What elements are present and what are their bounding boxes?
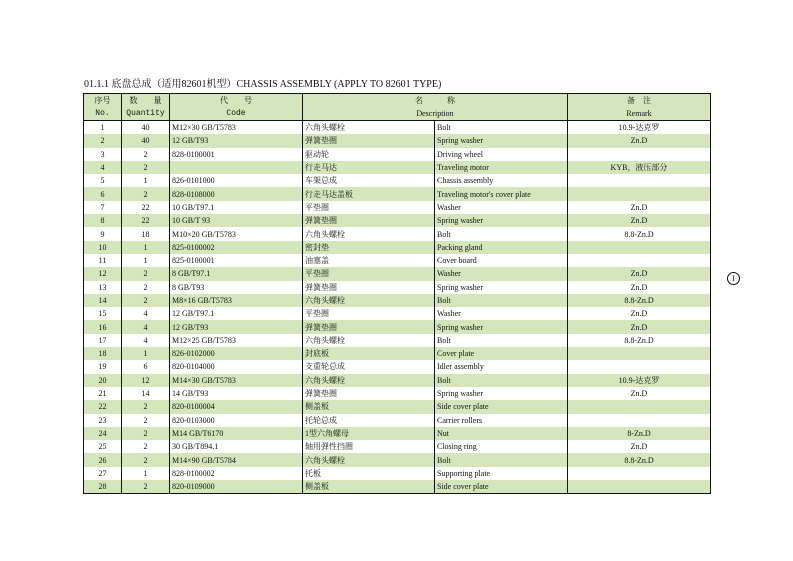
row-code: 14 GB/T93 xyxy=(170,387,303,400)
row-quantity: 1 xyxy=(122,467,170,480)
row-code: M8×16 GB/T5783 xyxy=(170,294,303,307)
row-remark: Zn.D xyxy=(630,282,648,292)
row-name-cn: 驱动轮 xyxy=(303,148,435,161)
row-no: 26 xyxy=(84,453,122,466)
row-description: Washer xyxy=(435,201,568,214)
row-description: Bolt xyxy=(435,121,568,135)
row-code: M10×20 GB/T5783 xyxy=(170,227,303,240)
row-remark: KYB，液压部分 xyxy=(568,161,711,174)
row-no: 2 xyxy=(84,134,122,147)
row-remark xyxy=(568,187,711,200)
row-code: 10 GB/T 93 xyxy=(170,214,303,227)
table-row xyxy=(84,148,711,161)
row-quantity: 1 xyxy=(122,254,170,267)
table-row xyxy=(84,254,711,267)
header-qty-en: Quantity xyxy=(122,107,170,121)
row-no: 22 xyxy=(84,400,122,413)
row-code: 12 GB/T93 xyxy=(170,320,303,333)
row-no: 19 xyxy=(84,360,122,373)
parts-table xyxy=(83,93,711,494)
row-quantity: 4 xyxy=(122,307,170,320)
row-no: 20 xyxy=(84,374,122,387)
row-name-cn: 车架总成 xyxy=(303,174,435,187)
row-remark: 8-Zn.D xyxy=(568,427,711,440)
row-description: Side cover plate xyxy=(435,400,568,413)
row-description: Bolt xyxy=(435,227,568,240)
row-name-cn: 支重轮总成 xyxy=(303,360,435,373)
row-name-cn: 封底板 xyxy=(303,347,435,360)
section-title: 01.1.1 底盘总成（适用82601机型）CHASSIS ASSEMBLY (APPLY TO 82601 TYPE) xyxy=(84,79,442,90)
row-no: 16 xyxy=(84,320,122,333)
row-quantity: 2 xyxy=(122,400,170,413)
table-row xyxy=(84,121,711,135)
row-code: 828-0100001 xyxy=(170,148,303,161)
row-quantity: 40 xyxy=(122,121,170,135)
row-code: 820-0100004 xyxy=(170,400,303,413)
row-code: M12×25 GB/T5783 xyxy=(170,334,303,347)
row-description: Chassis assembly xyxy=(435,174,568,187)
table-row xyxy=(84,201,711,214)
row-no: 23 xyxy=(84,414,122,427)
row-name-cn: 侧盖板 xyxy=(303,400,435,413)
row-code: 828-0100002 xyxy=(170,467,303,480)
row-code: 820-0109000 xyxy=(170,480,303,494)
row-quantity: 18 xyxy=(122,227,170,240)
row-remark xyxy=(568,347,711,360)
row-code: 826-0101000 xyxy=(170,174,303,187)
row-quantity: 4 xyxy=(122,334,170,347)
table-row xyxy=(84,400,711,413)
table-row xyxy=(84,334,711,347)
row-description: Supporting plate xyxy=(435,467,568,480)
row-remark: Zn.D xyxy=(630,389,648,399)
row-name-cn: 六角头螺栓 xyxy=(303,453,435,466)
row-description: Closing ring xyxy=(435,440,568,453)
row-no: 7 xyxy=(84,201,122,214)
row-quantity: 1 xyxy=(122,347,170,360)
row-description: Traveling motor's cover plate xyxy=(435,187,568,200)
row-code: M14 GB/T6170 xyxy=(170,427,303,440)
header-remark-en: Remark xyxy=(568,107,711,121)
row-code: 820-0104000 xyxy=(170,360,303,373)
row-quantity: 2 xyxy=(122,453,170,466)
row-description: Traveling motor xyxy=(435,161,568,174)
row-quantity: 12 xyxy=(122,374,170,387)
row-description: Bolt xyxy=(435,294,568,307)
table-row xyxy=(84,227,711,240)
row-remark: Zn.D xyxy=(630,442,648,452)
row-remark xyxy=(568,400,711,413)
row-name-cn: 弹簧垫圈 xyxy=(303,281,435,294)
page-marker: I xyxy=(727,272,740,285)
row-no: 28 xyxy=(84,480,122,494)
row-remark: 8.8-Zn.D xyxy=(624,229,654,239)
row-name-cn: 托轮总成 xyxy=(303,414,435,427)
row-name-cn: 油塞盖 xyxy=(303,254,435,267)
row-remark xyxy=(568,254,711,267)
row-name-cn: 弹簧垫圈 xyxy=(303,134,435,147)
row-quantity: 6 xyxy=(122,360,170,373)
row-description: Cover plate xyxy=(435,347,568,360)
header-no-cn: 序号 xyxy=(84,94,122,108)
header-code-en: Code xyxy=(170,107,303,121)
row-description: Cover board xyxy=(435,254,568,267)
row-no: 25 xyxy=(84,440,122,453)
row-code: 12 GB/T97.1 xyxy=(170,307,303,320)
row-quantity: 2 xyxy=(122,440,170,453)
row-no: 8 xyxy=(84,214,122,227)
table-row xyxy=(84,214,711,227)
table-row xyxy=(84,387,711,400)
row-quantity: 2 xyxy=(122,161,170,174)
row-name-cn: 六角头螺栓 xyxy=(303,121,435,135)
row-name-cn: 侧盖板 xyxy=(303,480,435,494)
row-remark: 8.8-Zn.D xyxy=(568,453,711,466)
row-code: 825-0100001 xyxy=(170,254,303,267)
row-remark: Zn.D xyxy=(568,134,711,147)
row-remark xyxy=(568,148,711,161)
table-row xyxy=(84,281,711,294)
row-remark: Zn.D xyxy=(630,202,648,212)
row-description: Spring washer xyxy=(435,214,568,227)
row-no: 12 xyxy=(84,267,122,280)
row-remark xyxy=(568,480,711,494)
row-name-cn: 平垫圈 xyxy=(303,307,435,320)
table-row xyxy=(84,360,711,373)
row-code: 820-0103000 xyxy=(170,414,303,427)
row-description: Washer xyxy=(435,307,568,320)
row-name-cn: 六角头螺栓 xyxy=(303,334,435,347)
row-name-cn: 1型六角螺母 xyxy=(303,427,435,440)
row-code: 826-0102000 xyxy=(170,347,303,360)
header-desc-cn: 名 称 xyxy=(303,94,568,108)
row-code: 30 GB/T894.1 xyxy=(170,440,303,453)
row-name-cn: 六角头螺栓 xyxy=(303,374,435,387)
table-row xyxy=(84,414,711,427)
header-desc-en: Description xyxy=(303,107,568,121)
row-no: 15 xyxy=(84,307,122,320)
row-no: 4 xyxy=(84,161,122,174)
row-no: 18 xyxy=(84,347,122,360)
row-no: 11 xyxy=(84,254,122,267)
row-description: Bolt xyxy=(435,453,568,466)
row-code: 828-0108000 xyxy=(170,187,303,200)
row-name-cn: 轴用弹性挡圈 xyxy=(303,440,435,453)
row-code: M14×90 GB/T5784 xyxy=(170,453,303,466)
row-code: 8 GB/T97.1 xyxy=(170,267,303,280)
header-no-en: No. xyxy=(84,107,122,121)
row-quantity: 2 xyxy=(122,281,170,294)
row-description: Nut xyxy=(435,427,568,440)
table-row xyxy=(84,440,711,453)
table-row xyxy=(84,174,711,187)
header-qty-cn: 数 量 xyxy=(122,94,170,108)
table-row xyxy=(84,320,711,333)
row-quantity: 14 xyxy=(122,387,170,400)
row-description: Bolt xyxy=(435,374,568,387)
row-quantity: 40 xyxy=(122,134,170,147)
row-quantity: 2 xyxy=(122,187,170,200)
row-quantity: 22 xyxy=(122,214,170,227)
row-name-cn: 平垫圈 xyxy=(303,267,435,280)
row-quantity: 2 xyxy=(122,480,170,494)
row-name-cn: 行走马达盖板 xyxy=(303,187,435,200)
row-no: 3 xyxy=(84,148,122,161)
row-remark: Zn.D xyxy=(568,267,711,280)
row-code: 12 GB/T93 xyxy=(170,134,303,147)
row-description: Spring washer xyxy=(435,320,568,333)
row-code: M12×30 GB/T5783 xyxy=(170,121,303,135)
row-remark xyxy=(568,241,711,254)
row-description: Driving wheel xyxy=(435,148,568,161)
row-remark: 10.9-达克罗 xyxy=(568,374,711,387)
row-quantity: 2 xyxy=(122,267,170,280)
row-name-cn: 弹簧垫圈 xyxy=(303,320,435,333)
row-name-cn: 六角头螺栓 xyxy=(303,294,435,307)
row-code xyxy=(170,161,303,174)
row-remark: 8.8-Zn.D xyxy=(624,335,654,345)
row-no: 27 xyxy=(84,467,122,480)
row-code: 10 GB/T97.1 xyxy=(170,201,303,214)
table-row xyxy=(84,347,711,360)
row-description: Bolt xyxy=(435,334,568,347)
row-name-cn: 密封垫 xyxy=(303,241,435,254)
row-remark xyxy=(568,414,711,427)
row-name-cn: 托板 xyxy=(303,467,435,480)
row-no: 14 xyxy=(84,294,122,307)
row-description: Side cover plate xyxy=(435,480,568,494)
table-row xyxy=(84,467,711,480)
table-row xyxy=(84,480,711,494)
row-description: Washer xyxy=(435,267,568,280)
row-description: Spring washer xyxy=(435,387,568,400)
row-remark: 8.8-Zn.D xyxy=(568,294,711,307)
row-quantity: 2 xyxy=(122,148,170,161)
row-no: 24 xyxy=(84,427,122,440)
table-row xyxy=(84,134,711,147)
row-quantity: 2 xyxy=(122,294,170,307)
row-quantity: 4 xyxy=(122,320,170,333)
row-remark xyxy=(568,174,711,187)
table-row xyxy=(84,307,711,320)
row-quantity: 2 xyxy=(122,414,170,427)
row-remark: Zn.D xyxy=(630,309,648,319)
row-quantity: 1 xyxy=(122,241,170,254)
row-no: 21 xyxy=(84,387,122,400)
row-name-cn: 弹簧垫圈 xyxy=(303,387,435,400)
header-code-cn: 代 号 xyxy=(170,94,303,108)
table-row xyxy=(84,427,711,440)
row-description: Spring washer xyxy=(435,134,568,147)
row-description: Idler assembly xyxy=(435,360,568,373)
row-quantity: 1 xyxy=(122,174,170,187)
header-remark-cn: 备 注 xyxy=(568,94,711,108)
table-row xyxy=(84,241,711,254)
row-code: 825-0100002 xyxy=(170,241,303,254)
row-remark: Zn.D xyxy=(568,214,711,227)
row-description: Spring washer xyxy=(435,281,568,294)
table-row xyxy=(84,453,711,466)
row-remark: Zn.D xyxy=(568,320,711,333)
row-no: 6 xyxy=(84,187,122,200)
row-name-cn: 弹簧垫圈 xyxy=(303,214,435,227)
row-code: 8 GB/T93 xyxy=(170,281,303,294)
table-row xyxy=(84,267,711,280)
row-no: 9 xyxy=(84,227,122,240)
table-row xyxy=(84,161,711,174)
row-name-cn: 六角头螺栓 xyxy=(303,227,435,240)
row-code: M14×30 GB/T5783 xyxy=(170,374,303,387)
row-remark: 10.9-达克罗 xyxy=(618,123,660,133)
table-row xyxy=(84,374,711,387)
row-description: Packing gland xyxy=(435,241,568,254)
table-row xyxy=(84,187,711,200)
row-no: 5 xyxy=(84,174,122,187)
row-remark xyxy=(568,467,711,480)
row-no: 13 xyxy=(84,281,122,294)
row-quantity: 22 xyxy=(122,201,170,214)
table-row xyxy=(84,294,711,307)
row-no: 10 xyxy=(84,241,122,254)
row-no: 1 xyxy=(84,121,122,135)
row-description: Carrier rollers xyxy=(435,414,568,427)
row-name-cn: 行走马达 xyxy=(303,161,435,174)
row-quantity: 2 xyxy=(122,427,170,440)
row-name-cn: 平垫圈 xyxy=(303,201,435,214)
row-remark xyxy=(568,360,711,373)
row-no: 17 xyxy=(84,334,122,347)
